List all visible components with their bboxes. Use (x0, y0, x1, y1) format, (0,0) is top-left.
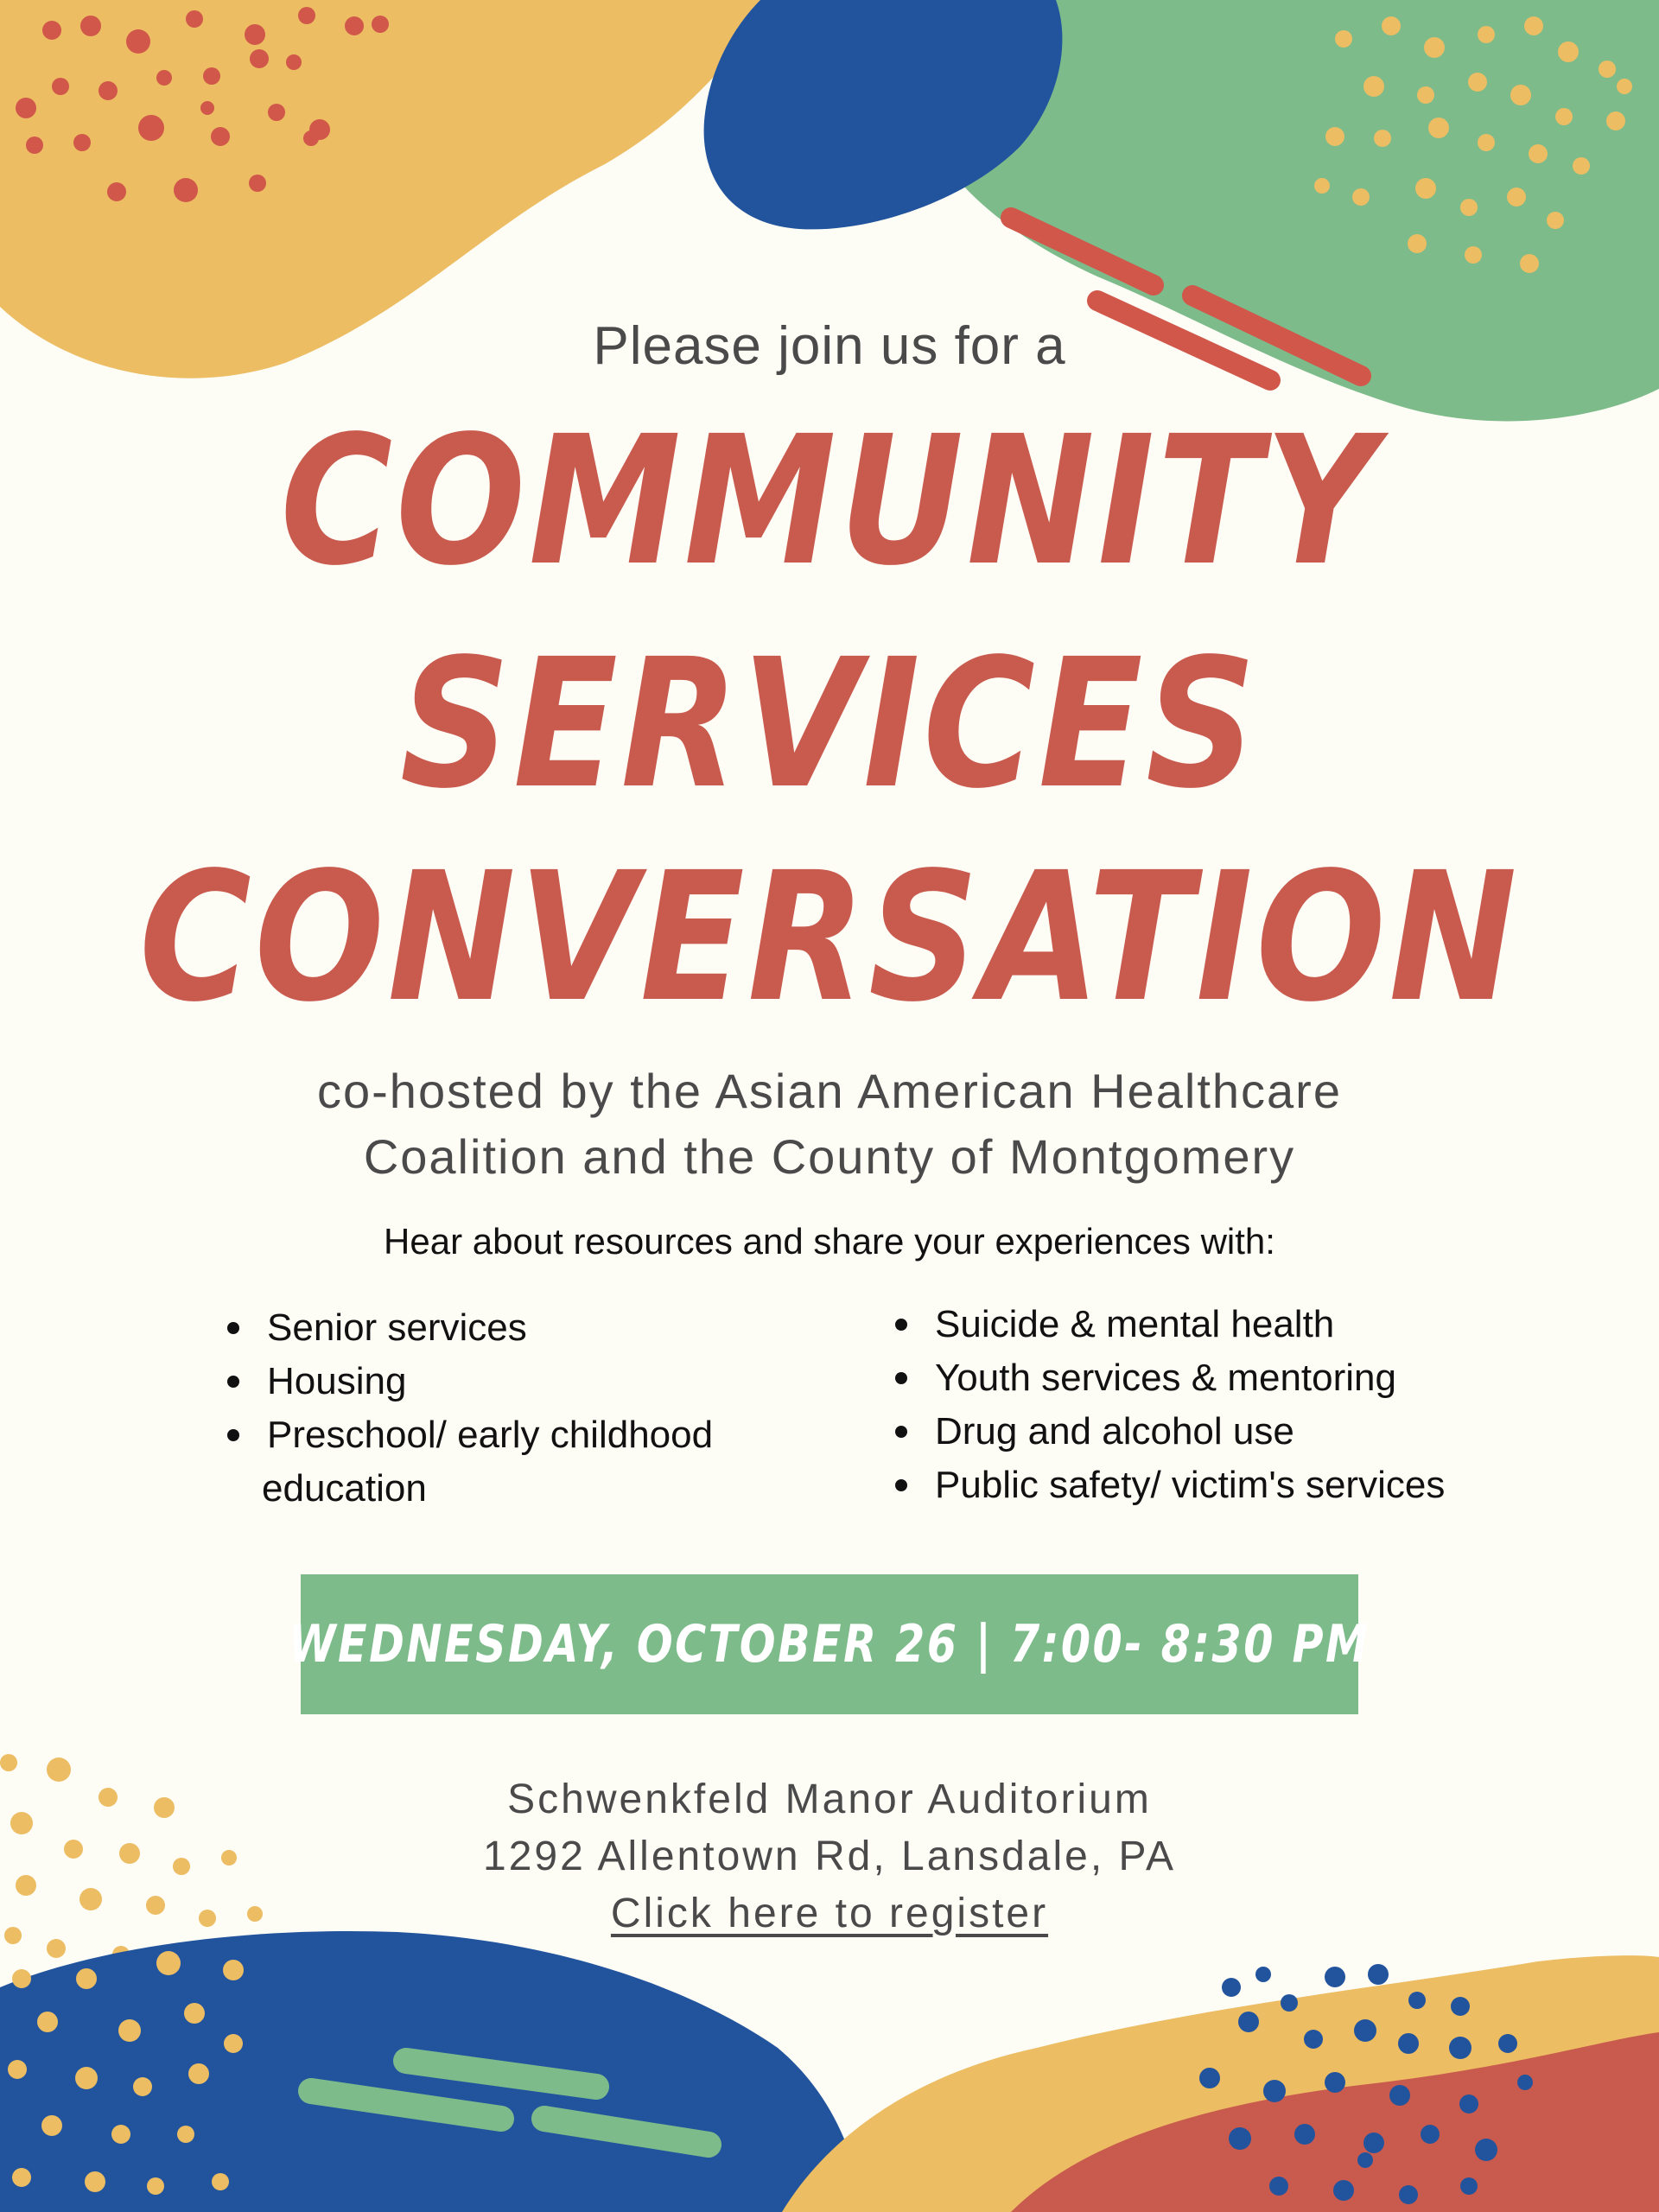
list-item: Drug and alcohol use (888, 1405, 1597, 1459)
cohost-text (0, 1058, 1659, 1190)
intro-text: Please join us for a (593, 316, 1066, 376)
list-item: Youth services & mentoring (888, 1351, 1597, 1405)
cohost-line-1: co-hosted by the Asian American Healthcare (317, 1064, 1342, 1118)
title-line-conversation: CONVERSATION (138, 834, 1521, 1041)
list-item: Suicide & mental health (888, 1298, 1597, 1351)
title-line-community: COMMUNITY (280, 397, 1379, 605)
cohost-line-2: Coalition and the County of Montgomery (363, 1129, 1296, 1184)
venue-address: 1292 Allentown Rd, Lansdale, PA (483, 1834, 1176, 1879)
list-item-continuation: education (262, 1467, 427, 1510)
list-item: Public safety/ victim's services (888, 1459, 1597, 1512)
event-date-time: WEDNESDAY, OCTOBER 26 | 7:00- 8:30 PM (289, 1614, 1370, 1675)
topics-list-right (888, 1298, 1597, 1512)
venue-block (0, 1771, 1659, 1942)
list-item: Senior services (220, 1301, 825, 1355)
venue-name: Schwenkfeld Manor Auditorium (507, 1777, 1152, 1822)
topics-list-left (220, 1301, 825, 1516)
topics-heading: Hear about resources and share your experiences with: (384, 1221, 1275, 1262)
date-banner (289, 1574, 1370, 1714)
register-link[interactable]: Click here to register (610, 1891, 1049, 1936)
list-item: Housing (220, 1355, 825, 1408)
list-item: Preschool/ early childhood (220, 1408, 825, 1462)
title-line-services: SERVICES (399, 620, 1260, 828)
